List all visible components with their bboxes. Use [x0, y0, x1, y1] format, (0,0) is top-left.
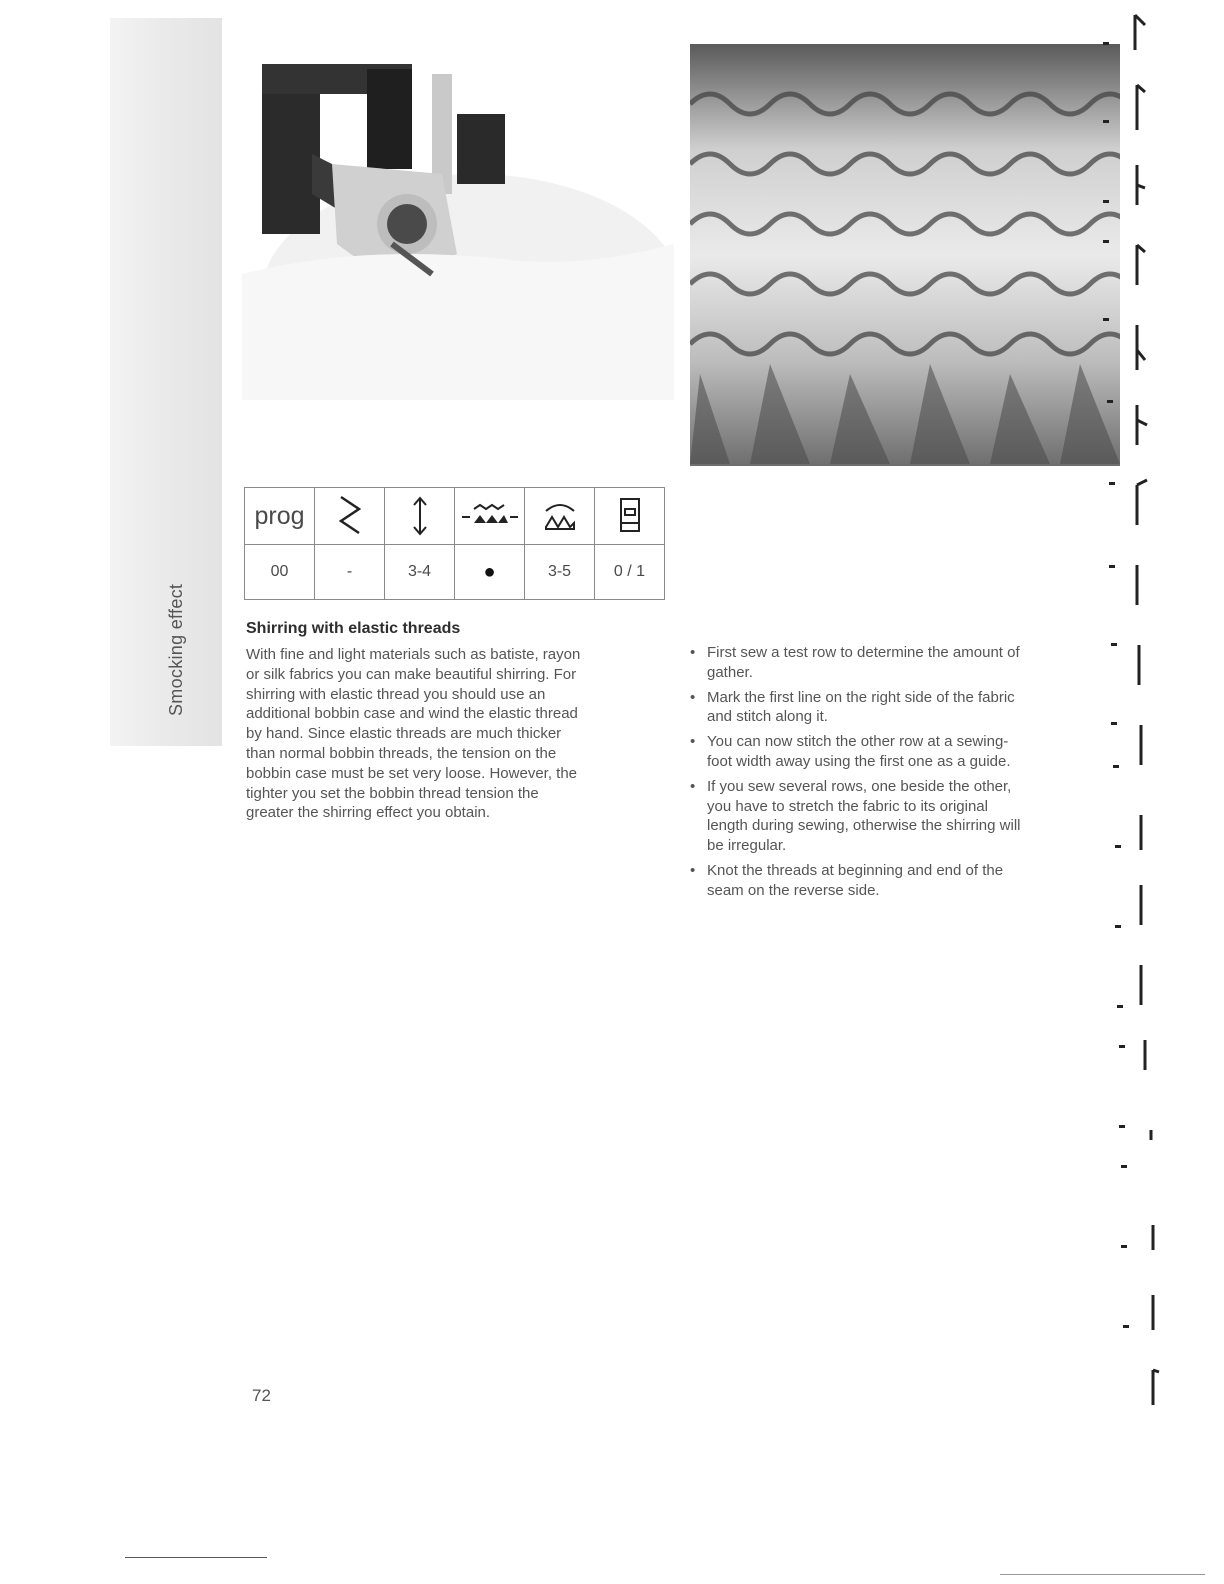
presser-foot-icon: [595, 488, 665, 545]
value-presser-foot: 0 / 1: [595, 545, 665, 600]
prog-header: prog: [245, 488, 315, 545]
page-number: 72: [252, 1386, 271, 1405]
body-line: or silk fabrics you can make beautiful shirring. For: [246, 665, 577, 683]
list-item-line: First sew a test row to determine the amount of: [707, 644, 1020, 661]
list-item: [690, 688, 1105, 728]
stitch-length-icon: [385, 488, 455, 545]
body-line: greater the shirring effect you obtain.: [246, 804, 491, 822]
feed-dog-icon: [455, 488, 525, 545]
bullet: •: [690, 688, 696, 706]
list-item-line: gather.: [707, 663, 753, 681]
list-item: [690, 777, 1105, 856]
list-item-line: be irregular.: [707, 837, 787, 855]
list-item-line: seam on the reverse side.: [707, 881, 880, 899]
list-item-line: You can now stitch the other row at a sewing-: [707, 733, 1009, 751]
value-feed-dog: ●: [455, 545, 525, 600]
body-line: than normal bobbin threads, the tension on the: [246, 744, 557, 762]
section-heading: Shirring with elastic threads: [246, 620, 461, 637]
list-item: [690, 732, 1105, 772]
list-item: [690, 861, 1105, 901]
stitch-width-icon: [315, 488, 385, 545]
list-item-line: foot width away using the first one as a guide.: [707, 752, 1011, 770]
body-line: shirring with elastic thread you should use an: [246, 685, 546, 703]
list-item-line: length during sewing, otherwise the shirring will: [707, 817, 1021, 835]
body-line: additional bobbin case and wind the elastic thread: [246, 705, 578, 723]
value-stitch-length: 3-4: [385, 545, 455, 600]
settings-header-row: [245, 488, 665, 545]
settings-values-row: [245, 545, 665, 600]
section-tab-label: Smocking effect: [166, 583, 186, 716]
body-line: by hand. Since elastic threads are much thicker: [246, 725, 562, 743]
thread-tension-icon: [525, 488, 595, 545]
value-stitch-width: -: [315, 545, 385, 600]
shirred-fabric-photo: [690, 44, 1120, 466]
bullet: •: [690, 777, 696, 795]
value-thread-tension: 3-5: [525, 545, 595, 600]
bullet: •: [690, 733, 696, 751]
list-item-line: Mark the first line on the right side of the fabric: [707, 688, 1015, 706]
value-prog: 00: [245, 545, 315, 600]
body-line: With fine and light materials such as batiste, rayon: [246, 646, 581, 663]
list-item-line: Knot the threads at beginning and end of the: [707, 861, 1004, 879]
section-body: [246, 645, 666, 823]
bullet: •: [690, 861, 696, 879]
stitch-settings-table: [244, 487, 665, 600]
page-edge-marks: [1095, 0, 1175, 1420]
bottom-scan-rule: [1000, 1574, 1205, 1575]
presser-foot-photo: [242, 44, 674, 400]
list-item-line: If you sew several rows, one beside the other,: [707, 777, 1012, 795]
bottom-link-rule: [125, 1557, 267, 1558]
list-item-line: you have to stretch the fabric to its original: [707, 797, 988, 815]
instruction-list: [690, 643, 1105, 906]
body-line: tighter you set the bobbin thread tension the: [246, 784, 539, 802]
bullet: •: [690, 644, 696, 661]
list-item-line: and stitch along it.: [707, 708, 828, 726]
list-item: [690, 643, 1105, 683]
body-line: bobbin case must be set very loose. However, the: [246, 764, 578, 782]
